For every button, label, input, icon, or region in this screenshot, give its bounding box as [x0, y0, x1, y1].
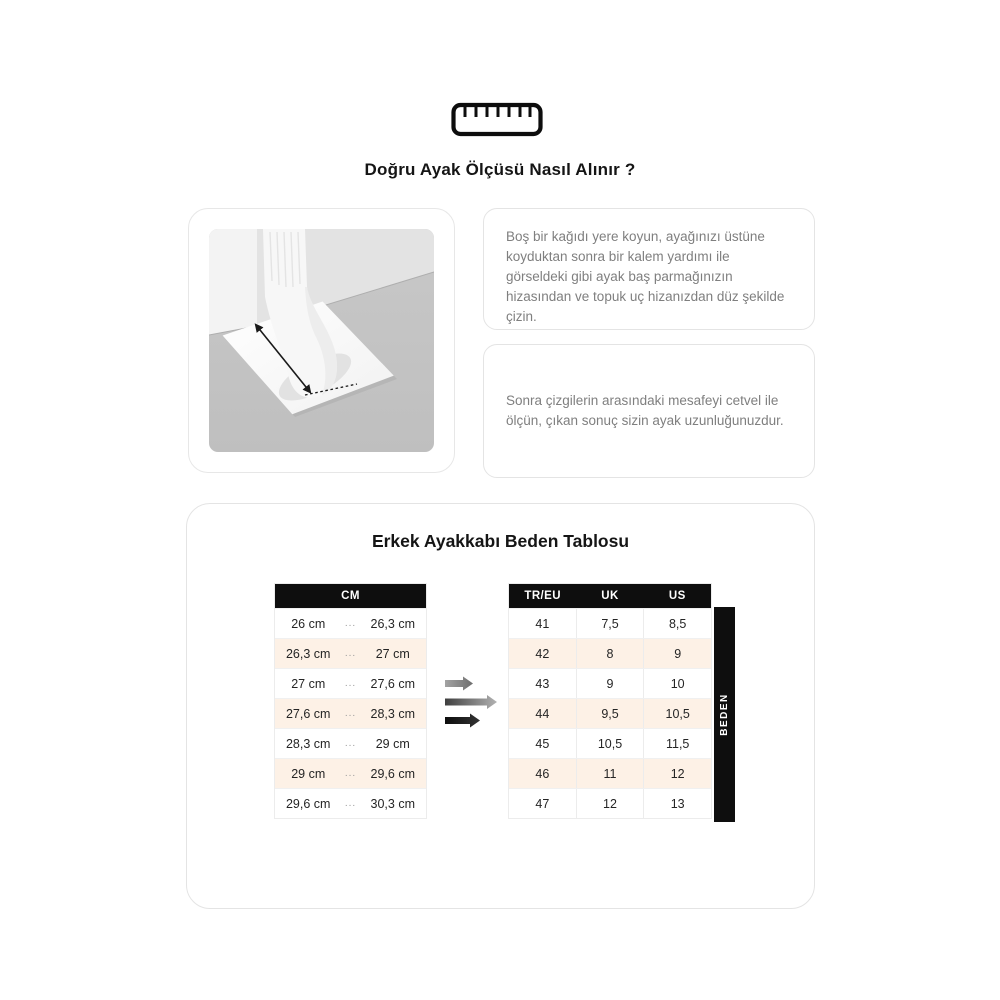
- cm-from-value: 26 cm: [291, 616, 326, 631]
- size-value-treu: 45: [535, 736, 550, 751]
- size-value-us: 13: [643, 789, 711, 818]
- size-value-uk: 11: [576, 759, 644, 788]
- size-table-row: [509, 728, 711, 758]
- ruler-icon: [451, 102, 543, 138]
- size-value-treu: 42: [535, 646, 550, 661]
- conversion-arrows-icon: [440, 666, 502, 728]
- cm-table-row: [275, 698, 426, 728]
- cm-to-value: 29 cm: [375, 736, 410, 751]
- size-table-row: [509, 638, 711, 668]
- cm-from-value: 26,3 cm: [285, 646, 331, 661]
- cm-range-table: [274, 583, 427, 819]
- range-dots: ...: [344, 708, 357, 719]
- size-conversion-table: [508, 583, 712, 819]
- cm-from-value: 29,6 cm: [285, 796, 331, 811]
- size-table-row: [509, 788, 711, 818]
- cm-table-row: [275, 638, 426, 668]
- size-value-us: 11,5: [643, 729, 711, 758]
- cm-from-value: 27,6 cm: [285, 706, 331, 721]
- size-value-treu: 47: [535, 796, 550, 811]
- size-table-header-treu: TR/EU: [524, 590, 561, 602]
- cm-from-value: 27 cm: [291, 676, 326, 691]
- cm-table-row: [275, 728, 426, 758]
- range-dots: ...: [344, 738, 357, 749]
- beden-side-label-text: BEDEN: [719, 693, 731, 736]
- size-chart-title: Erkek Ayakkabı Beden Tablosu: [371, 531, 630, 551]
- size-table-row: [509, 758, 711, 788]
- cm-to-value: 28,3 cm: [370, 706, 415, 721]
- cm-table-rows: [275, 608, 426, 818]
- range-dots: ...: [344, 678, 357, 689]
- cm-table-row: [275, 668, 426, 698]
- size-value-uk: 8: [576, 639, 644, 668]
- range-dots: ...: [344, 618, 357, 629]
- size-value-us: 12: [643, 759, 711, 788]
- page-title: Doğru Ayak Ölçüsü Nasıl Alınır ?: [364, 160, 636, 179]
- cm-table-header: CM: [275, 584, 426, 608]
- size-value-us: 10,5: [643, 699, 711, 728]
- size-table-header: [509, 584, 711, 608]
- cm-from-value: 28,3 cm: [285, 736, 331, 751]
- cm-to-value: 27 cm: [375, 646, 410, 661]
- size-value-uk: 7,5: [576, 609, 644, 638]
- instruction-step-1: [483, 208, 815, 330]
- size-value-uk: 12: [576, 789, 644, 818]
- foot-measurement-card: [188, 208, 455, 473]
- size-value-treu: 43: [535, 676, 550, 691]
- range-dots: ...: [344, 768, 357, 779]
- cm-to-value: 26,3 cm: [370, 616, 415, 631]
- range-dots: ...: [344, 648, 357, 659]
- cm-table-row: [275, 608, 426, 638]
- size-value-treu: 44: [535, 706, 550, 721]
- size-value-uk: 9: [576, 669, 644, 698]
- size-table-row: [509, 608, 711, 638]
- cm-table-row: [275, 758, 426, 788]
- size-value-uk: 9,5: [576, 699, 644, 728]
- range-dots: ...: [344, 798, 357, 809]
- size-table-header-us: US: [668, 590, 686, 602]
- instruction-step-1-text: Boş bir kağıdı yere koyun, ayağınızı üstüne koyduktan sonra bir kalem yardımı ile görseldeki gibi ayak baş parmağınızın hizasından ve topuk uç hizanızdan düz şekilde çizin.: [506, 229, 785, 324]
- cm-to-value: 30,3 cm: [370, 796, 415, 811]
- size-value-uk: 10,5: [576, 729, 644, 758]
- beden-side-label: [714, 607, 735, 822]
- size-value-us: 8,5: [643, 609, 711, 638]
- cm-table-row: [275, 788, 426, 818]
- size-table-rows: [509, 608, 711, 818]
- size-table-header-uk: UK: [601, 590, 619, 602]
- size-value-treu: 46: [535, 766, 550, 781]
- size-value-treu: 41: [535, 616, 550, 631]
- size-value-us: 9: [643, 639, 711, 668]
- size-table-row: [509, 668, 711, 698]
- size-table-row: [509, 698, 711, 728]
- size-value-us: 10: [643, 669, 711, 698]
- instruction-step-2: [483, 344, 815, 478]
- cm-to-value: 27,6 cm: [370, 676, 415, 691]
- cm-to-value: 29,6 cm: [370, 766, 415, 781]
- instruction-step-2-text: Sonra çizgilerin arasındaki mesafeyi cetvel ile ölçün, çıkan sonuç sizin ayak uzunluğunuzdur.: [506, 393, 784, 428]
- foot-measurement-illustration: [209, 229, 434, 452]
- cm-from-value: 29 cm: [291, 766, 326, 781]
